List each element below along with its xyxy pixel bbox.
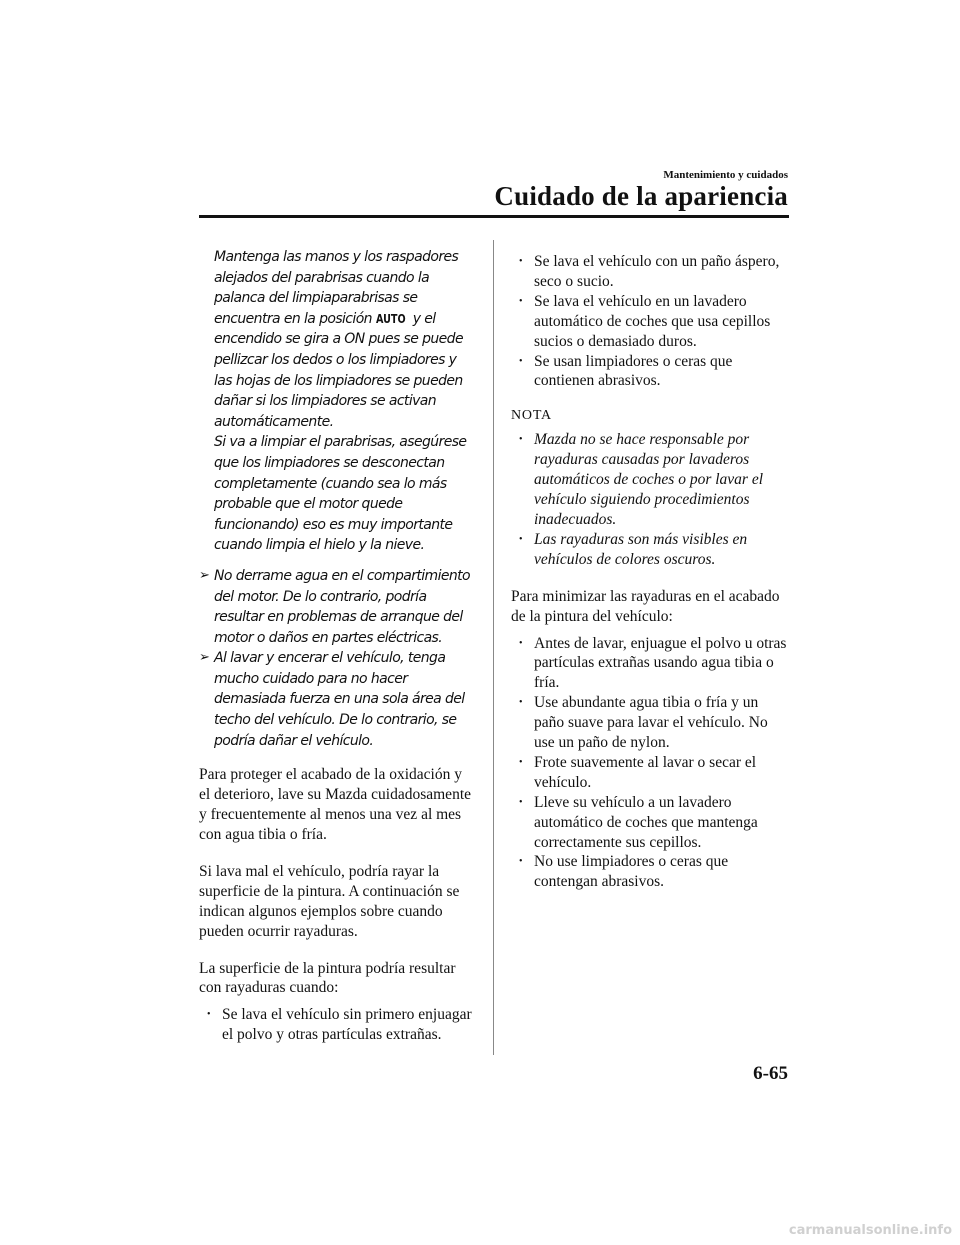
list-item — [519, 793, 791, 853]
list-item — [519, 292, 791, 352]
page-number: 6-65 — [753, 1063, 788, 1084]
bullet-dot-icon: • — [519, 856, 523, 868]
list-item — [519, 693, 791, 753]
warning-text-second: Si va a limpiar el parabrisas, asegúrese que los limpiadores se desconectan completamente (cuando sea lo más probable que el motor quede funcionando) eso es muy importante cuando limpia el hielo y la nieve. — [214, 434, 467, 554]
list-item — [519, 352, 791, 392]
bullet-dot-icon: • — [519, 697, 523, 709]
warning-text-part1: Mantenga las manos y los raspadores alejados del parabrisas cuando la palanca del limpiaparabrisas se encuentra en la posición — [214, 249, 459, 327]
list-item — [519, 634, 791, 694]
caution-item — [199, 648, 474, 751]
caution-text: Al lavar y encerar el vehículo, tenga mucho cuidado para no hacer demasiada fuerza en una sola área del techo del vehículo. De lo contrario, se podría dañar el vehículo. — [214, 650, 465, 749]
bullet-dot-icon: • — [519, 355, 523, 367]
bullet-dot-icon: • — [519, 295, 523, 307]
minimize-tips-list — [511, 634, 791, 893]
list-item — [207, 1005, 474, 1045]
note-label: NOTA — [511, 408, 552, 424]
running-header-section: Mantenimiento y cuidados — [663, 169, 788, 181]
list-item-text: Se lava el vehículo sin primero enjuagar el polvo y otras partículas extrañas. — [222, 1006, 472, 1044]
note-item — [519, 430, 791, 530]
list-item-text: Antes de lavar, enjuague el polvo u otras partículas extrañas usando agua tibia o fría. — [534, 634, 787, 692]
bullet-dot-icon: • — [519, 256, 523, 267]
arrow-bullet-icon: ➢ — [199, 650, 210, 666]
auto-position-mark: AUTO — [375, 311, 406, 326]
note-list — [511, 430, 791, 569]
list-item-text: No use limpiadores o ceras que contengan abrasivos. — [534, 853, 729, 891]
note-item-text: Las rayaduras son más visibles en vehículos de colores oscuros. — [534, 530, 748, 568]
paragraph: Para minimizar las rayaduras en el acabado de la pintura del vehículo: — [511, 587, 780, 625]
paragraph: Si lava mal el vehículo, podría rayar la superficie de la pintura. A continuación se indican algunos ejemplos sobre cuando pueden ocurrir rayaduras. — [199, 862, 460, 940]
note-item-text: Mazda no se hace responsable por rayaduras causadas por lavaderos automáticos de coches o por lavar el vehículo siguiendo procedimientos inadecuados. — [534, 431, 764, 528]
caution-text: No derrame agua en el compartimiento del motor. De lo contrario, podría resultar en problemas de arranque del motor o daños en partes eléctricas. — [214, 567, 471, 646]
watermark: carmanualsonline.info — [788, 1223, 952, 1238]
bullet-dot-icon: • — [519, 756, 523, 768]
warning-text — [199, 247, 474, 432]
header-rule — [199, 215, 789, 218]
right-column — [511, 252, 791, 892]
list-item-text: Use abundante agua tibia o fría y un paño suave para lavar el vehículo. No use un paño de nylon. — [534, 694, 768, 752]
caution-item — [199, 566, 474, 648]
scratch-causes-list — [199, 1005, 474, 1045]
bullet-dot-icon: • — [519, 637, 523, 649]
list-item-text: Se lava el vehículo en un lavadero automático de coches que usa cepillos sucios o demasiado duros. — [534, 292, 771, 350]
bullet-dot-icon: • — [519, 796, 523, 808]
paragraph: Para proteger el acabado de la oxidación y el deterioro, lave su Mazda cuidadosamente y frecuentemente al menos una vez al mes con agua tibia o fría. — [199, 766, 471, 843]
bullet-dot-icon: • — [519, 434, 523, 446]
list-item — [519, 753, 791, 793]
list-item — [519, 852, 791, 892]
paragraph: La superficie de la pintura podría resultar con rayaduras cuando: — [199, 959, 456, 997]
list-item-text: Se usan limpiadores o ceras que contienen abrasivos. — [534, 352, 733, 390]
list-item-text: Lleve su vehículo a un lavadero automático de coches que mantenga correctamente sus cepillos. — [534, 793, 758, 851]
warning-text-part2: y el encendido se gira a ON pues se puede pellizcar los dedos o los limpiadores y las hojas de los limpiadores se pueden dañar si los limpiadores se activan automáticamente. — [214, 310, 463, 430]
page-title: Cuidado de la apariencia — [494, 181, 788, 211]
bullet-dot-icon: • — [519, 533, 523, 545]
column-divider — [493, 240, 494, 1055]
list-item-text: Frote suavemente al lavar o secar el vehículo. — [534, 753, 757, 791]
arrow-bullet-icon: ➢ — [199, 567, 210, 583]
bullet-dot-icon: • — [207, 1009, 211, 1021]
left-column — [199, 247, 474, 1045]
scratch-causes-list-continued — [511, 252, 791, 391]
note-item — [519, 530, 791, 570]
list-item — [519, 252, 791, 292]
list-item-text: Se lava el vehículo con un paño áspero, seco o sucio. — [534, 253, 780, 290]
